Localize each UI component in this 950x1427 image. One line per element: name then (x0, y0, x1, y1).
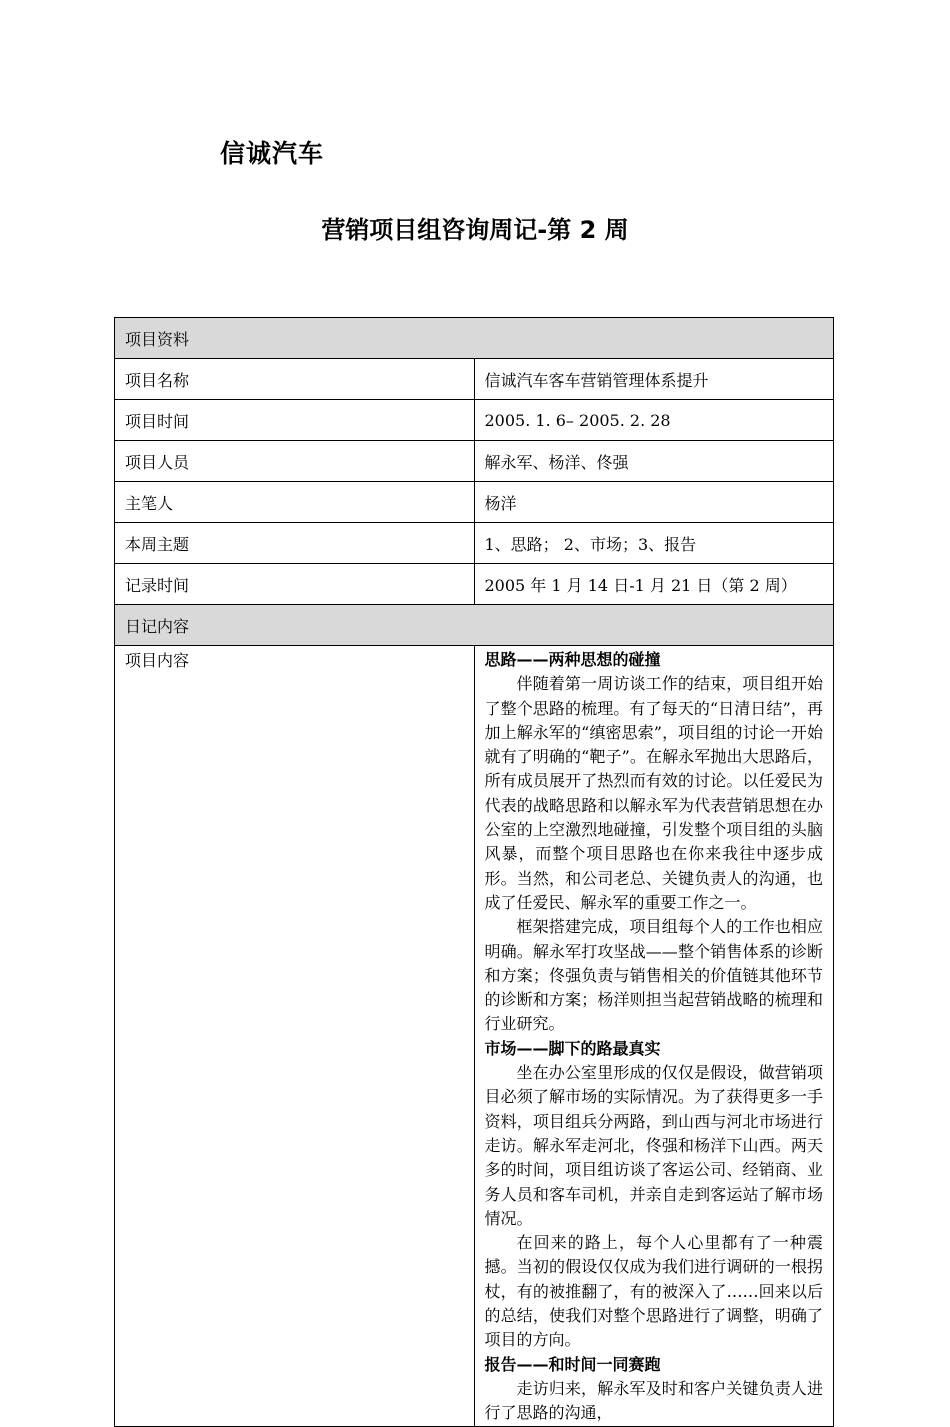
paragraph: 在回来的路上，每个人心里都有了一种震撼。当初的假设仅仅成为我们进行调研的一根拐杖，有的被推翻了，有的被深入了……回来以后的总结，使我们对整个思路进行了调整，明确了项目的方向。 (484, 1233, 823, 1350)
section-header-diary (115, 605, 834, 646)
table-row (115, 564, 834, 605)
table-row (115, 400, 834, 441)
heading-report: 报告——和时间一同赛跑 (484, 1354, 661, 1374)
row-label: 主笔人 (115, 482, 475, 523)
section-title: 日记内容 (115, 605, 834, 646)
row-value: 杨洋 (474, 482, 834, 523)
section-title: 项目资料 (115, 318, 834, 359)
row-value: 2005 年 1 月 14 日-1 月 21 日（第 2 周） (474, 564, 834, 605)
row-value: 信诚汽车客车营销管理体系提升 (474, 359, 834, 400)
paragraph: 框架搭建完成，项目组每个人的工作也相应明确。解永军打攻坚战——整个销售体系的诊断和方案；佟强负责与销售相关的价值链其他环节的诊断和方案；杨洋则担当起营销战略的梳理和行业研究。 (484, 917, 823, 1034)
company-name: 信诚汽车 (220, 139, 325, 168)
table-row (115, 359, 834, 400)
row-value: 2005. 1. 6– 2005. 2. 28 (474, 400, 834, 441)
diary-content (474, 646, 834, 1427)
heading-thinking: 思路——两种思想的碰撞 (484, 650, 661, 669)
row-value: 1、思路； 2、市场；3、报告 (474, 523, 834, 564)
row-label: 记录时间 (115, 564, 475, 605)
row-label: 项目时间 (115, 400, 475, 441)
row-label: 项目人员 (115, 441, 475, 482)
row-value: 解永军、杨洋、佟强 (474, 441, 834, 482)
row-label: 本周主题 (115, 523, 475, 564)
row-label: 项目名称 (115, 359, 475, 400)
table-row (115, 441, 834, 482)
heading-market: 市场——脚下的路最真实 (484, 1038, 661, 1058)
document-title: 营销项目组咨询周记-第 2 周 (321, 216, 629, 244)
section-header-project-info (115, 318, 834, 359)
row-label: 项目内容 (115, 646, 475, 1427)
project-info-table (114, 317, 834, 1427)
paragraph: 走访归来，解永军及时和客户关键负责人进行了思路的沟通， (484, 1378, 823, 1423)
content-row (115, 646, 834, 1427)
table-row (115, 482, 834, 523)
paragraph: 伴随着第一周访谈工作的结束，项目组开始了整个思路的梳理。有了每天的“日清日结”，再加上解永军的“缜密思索”，项目组的讨论一开始就有了明确的“靶子”。在解永军抛出大思路后，所有成员展开了热烈而有效的讨论。以任爱民为代表的战略思路和以解永军为代表营销思想在办公室的上空激烈地碰撞，引发整个项目组的头脑风暴，而整个项目思路也在你来我往中逐步成形。当然，和公司老总、关键负责人的沟通，也成了任爱民、解永军的重要工作之一。 (484, 674, 823, 912)
paragraph: 坐在办公室里形成的仅仅是假设，做营销项目必须了解市场的实际情况。为了获得更多一手资料，项目组兵分两路，到山西与河北市场进行走访。解永军走河北，佟强和杨洋下山西。两天多的时间，项目组访谈了客运公司、经销商、业务人员和客车司机，并亲自走到客运站了解市场情况。 (484, 1063, 823, 1228)
table-row (115, 523, 834, 564)
